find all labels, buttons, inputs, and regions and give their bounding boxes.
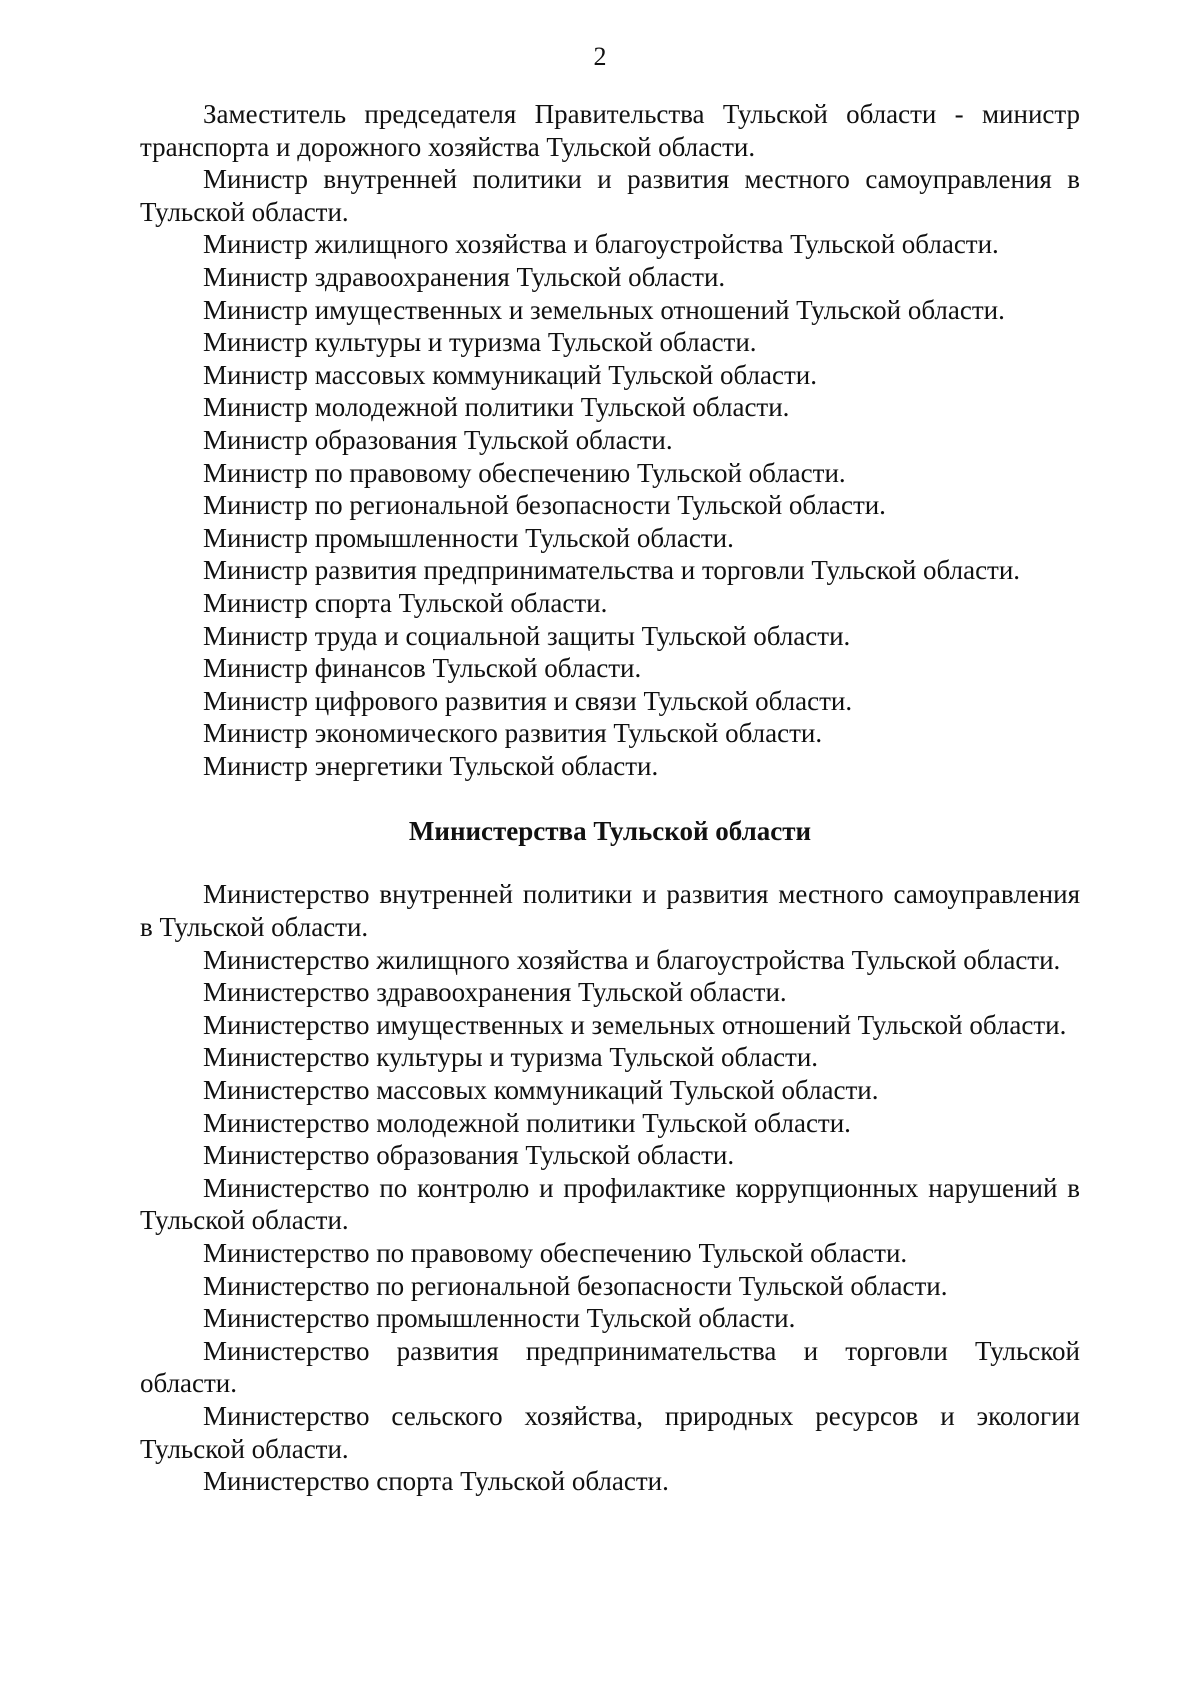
official-item: Министр молодежной политики Тульской области. [203,392,790,423]
ministry-item: Министерство по правовому обеспечению Тульской области. [203,1238,908,1268]
official-item: Министр развития предпринимательства и торговли Тульской области. [203,555,1021,586]
official-item: Министр жилищного хозяйства и благоустройства Тульской области. [203,229,999,260]
page-number: 2 [593,42,607,71]
document-body [140,98,1080,1498]
official-item: Министр имущественных и земельных отношений Тульской области. [203,294,1005,325]
official-item: Министр спорта Тульской области. [203,587,608,618]
official-item: Министр промышленности Тульской области. [203,522,734,553]
ministry-item: Министерство здравоохранения Тульской области. [203,977,787,1008]
ministry-item: Министерство по контролю и профилактике коррупционных нарушений в Тульской области. [140,1172,1080,1236]
official-item: Министр внутренней политики и развития местного самоуправления в Тульской области. [140,164,1080,227]
ministry-item: Министерство молодежной политики Тульской области. [203,1107,851,1138]
official-item: Министр по региональной безопасности Тульской области. [203,490,886,521]
ministries-list [140,878,1080,1497]
ministry-item: Министерство промышленности Тульской области. [203,1303,796,1334]
official-item: Министр финансов Тульской области. [203,653,642,684]
ministry-item: Министерство внутренней политики и развития местного самоуправления в Тульской области. [140,879,1080,943]
ministry-item: Министерство спорта Тульской области. [203,1466,669,1497]
official-item: Министр цифрового развития и связи Тульской области. [203,685,853,716]
ministry-item: Министерство массовых коммуникаций Тульской области. [203,1075,879,1106]
ministry-item: Министерство имущественных и земельных отношений Тульской области. [203,1009,1067,1040]
ministry-item: Министерство культуры и туризма Тульской области. [203,1042,819,1073]
ministry-item: Министерство жилищного хозяйства и благоустройства Тульской области. [203,944,1061,975]
official-item: Министр по правовому обеспечению Тульской области. [203,457,846,488]
ministry-item: Министерство сельского хозяйства, природных ресурсов и экологии Тульской области. [140,1400,1080,1464]
official-item: Министр здравоохранения Тульской области. [203,261,726,292]
official-item: Министр энергетики Тульской области. [203,750,659,781]
ministries-heading: Министерства Тульской области [408,816,812,847]
official-item: Министр культуры и туризма Тульской области. [203,327,757,358]
official-item: Министр массовых коммуникаций Тульской области. [203,359,817,390]
ministry-item: Министерство по региональной безопасности Тульской области. [203,1270,948,1301]
official-item: Министр труда и социальной защиты Тульской области. [203,620,851,651]
ministry-item: Министерство развития предпринимательства и торговли Тульской области. [140,1335,1080,1399]
official-item: Министр образования Тульской области. [203,424,673,455]
ministry-item: Министерство образования Тульской области. [203,1140,735,1171]
official-item: Заместитель председателя Правительства Тульской области - министр транспорта и дорожного хозяйства Тульской области. [140,99,1080,162]
officials-list [140,98,1080,782]
official-item: Министр экономического развития Тульской области. [203,718,823,749]
